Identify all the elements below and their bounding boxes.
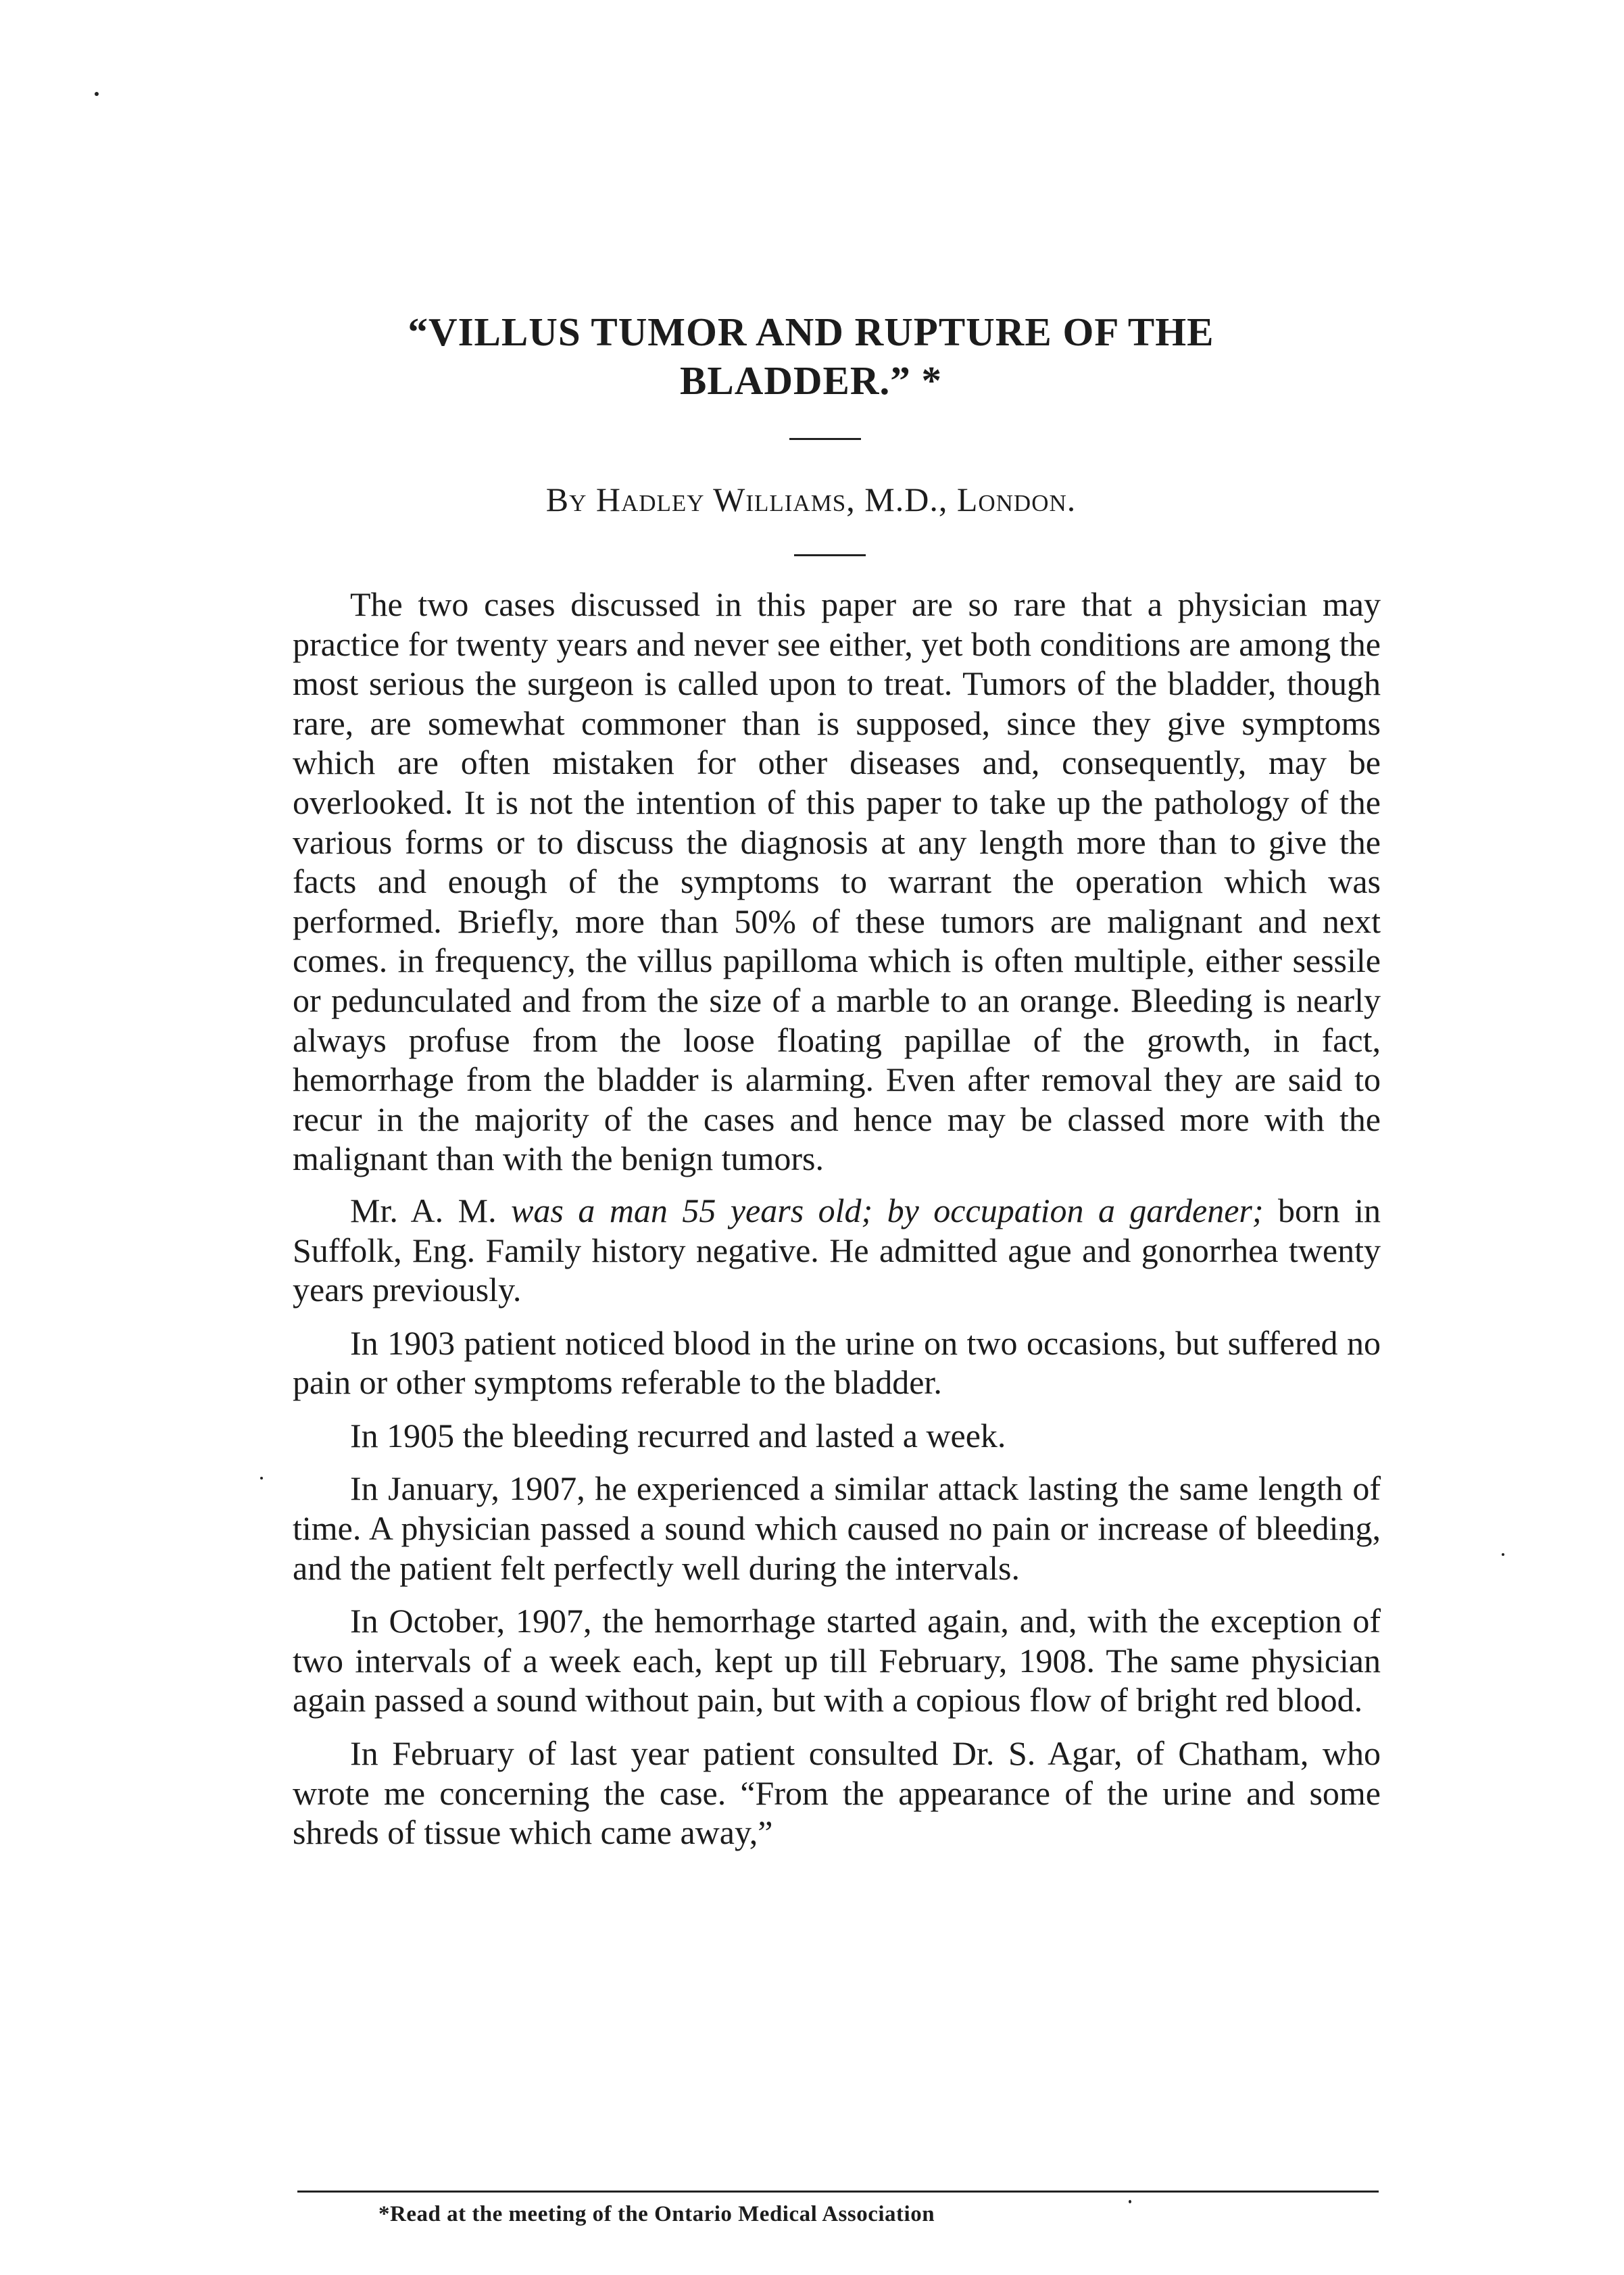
print-speck <box>1502 1553 1504 1556</box>
title-line-2: BLADDER.” * <box>680 358 942 403</box>
print-speck <box>260 1477 263 1479</box>
byline-divider <box>794 554 866 556</box>
article-title <box>203 308 1419 405</box>
paragraph-1903: In 1903 patient noticed blood in the urine on two occasions, but suffered no pain or other symptoms referable to the bladder. <box>293 1323 1381 1402</box>
patient-initials: Mr. A. M. <box>350 1191 512 1229</box>
patient-history: born in Suffolk, Eng. Family history negative. He admitted ague and gonorrhea twenty years previously. <box>293 1191 1381 1309</box>
print-speck <box>95 92 99 96</box>
paragraph-1905: In 1905 the bleeding recurred and lasted a week. <box>350 1416 1006 1454</box>
title-divider <box>789 438 861 440</box>
author-byline: By Hadley Williams, M.D., London. <box>545 481 1077 518</box>
article-body <box>293 585 1381 1866</box>
patient-description: was a man 55 years old; by occupation a gardener; <box>511 1191 1264 1229</box>
paragraph-patient <box>293 1191 1381 1310</box>
print-speck <box>1129 2200 1131 2203</box>
paragraph-jan-1907: In January, 1907, he experienced a similar attack lasting the same length of time. A physician passed a sound which caused no pain or increase of bleeding, and the patient felt perfectly well during the intervals. <box>293 1469 1381 1587</box>
paragraph-oct-1907: In October, 1907, the hemorrhage started again, and, with the exception of two intervals of a week each, kept up till February, 1908. The same physician again passed a sound without pain, but with a copious flow of bright red blood. <box>293 1602 1381 1719</box>
paragraph-intro: The two cases discussed in this paper are so rare that a physician may practice for twenty years and never see either, yet both conditions are among the most serious the surgeon is called upon to treat. Tumors of the bladder, though rare, are somewhat commoner than is supposed, since they give symptoms which are often mistaken for other diseases and, consequently, may be overlooked. It is not the intention of this paper to take up the pathology of the various forms or to discuss the diagnosis at any length more than to give the facts and enough of the symptoms to warrant the operation which was performed. Briefly, more than 50% of these tumors are malignant and next comes. in frequency, the villus papilloma which is often multiple, either sessile or pedunculated and from the size of a marble to an orange. Bleeding is nearly always profuse from the loose floating papillae of the growth, in fact, hemorrhage from the bladder is alarming. Even after removal they are said to recur in the majority of the cases and hence may be classed more with the malignant than with the benign tumors. <box>293 585 1381 1178</box>
footnote-divider <box>297 2191 1379 2193</box>
footnote: *Read at the meeting of the Ontario Medical Association <box>378 2202 935 2226</box>
title-line-1: “VILLUS TUMOR AND RUPTURE OF THE <box>408 310 1214 354</box>
paragraph-feb-consult: In February of last year patient consulted Dr. S. Agar, of Chatham, who wrote me concerning the case. “From the appearance of the urine and some shreds of tissue which came away,” <box>293 1734 1381 1852</box>
